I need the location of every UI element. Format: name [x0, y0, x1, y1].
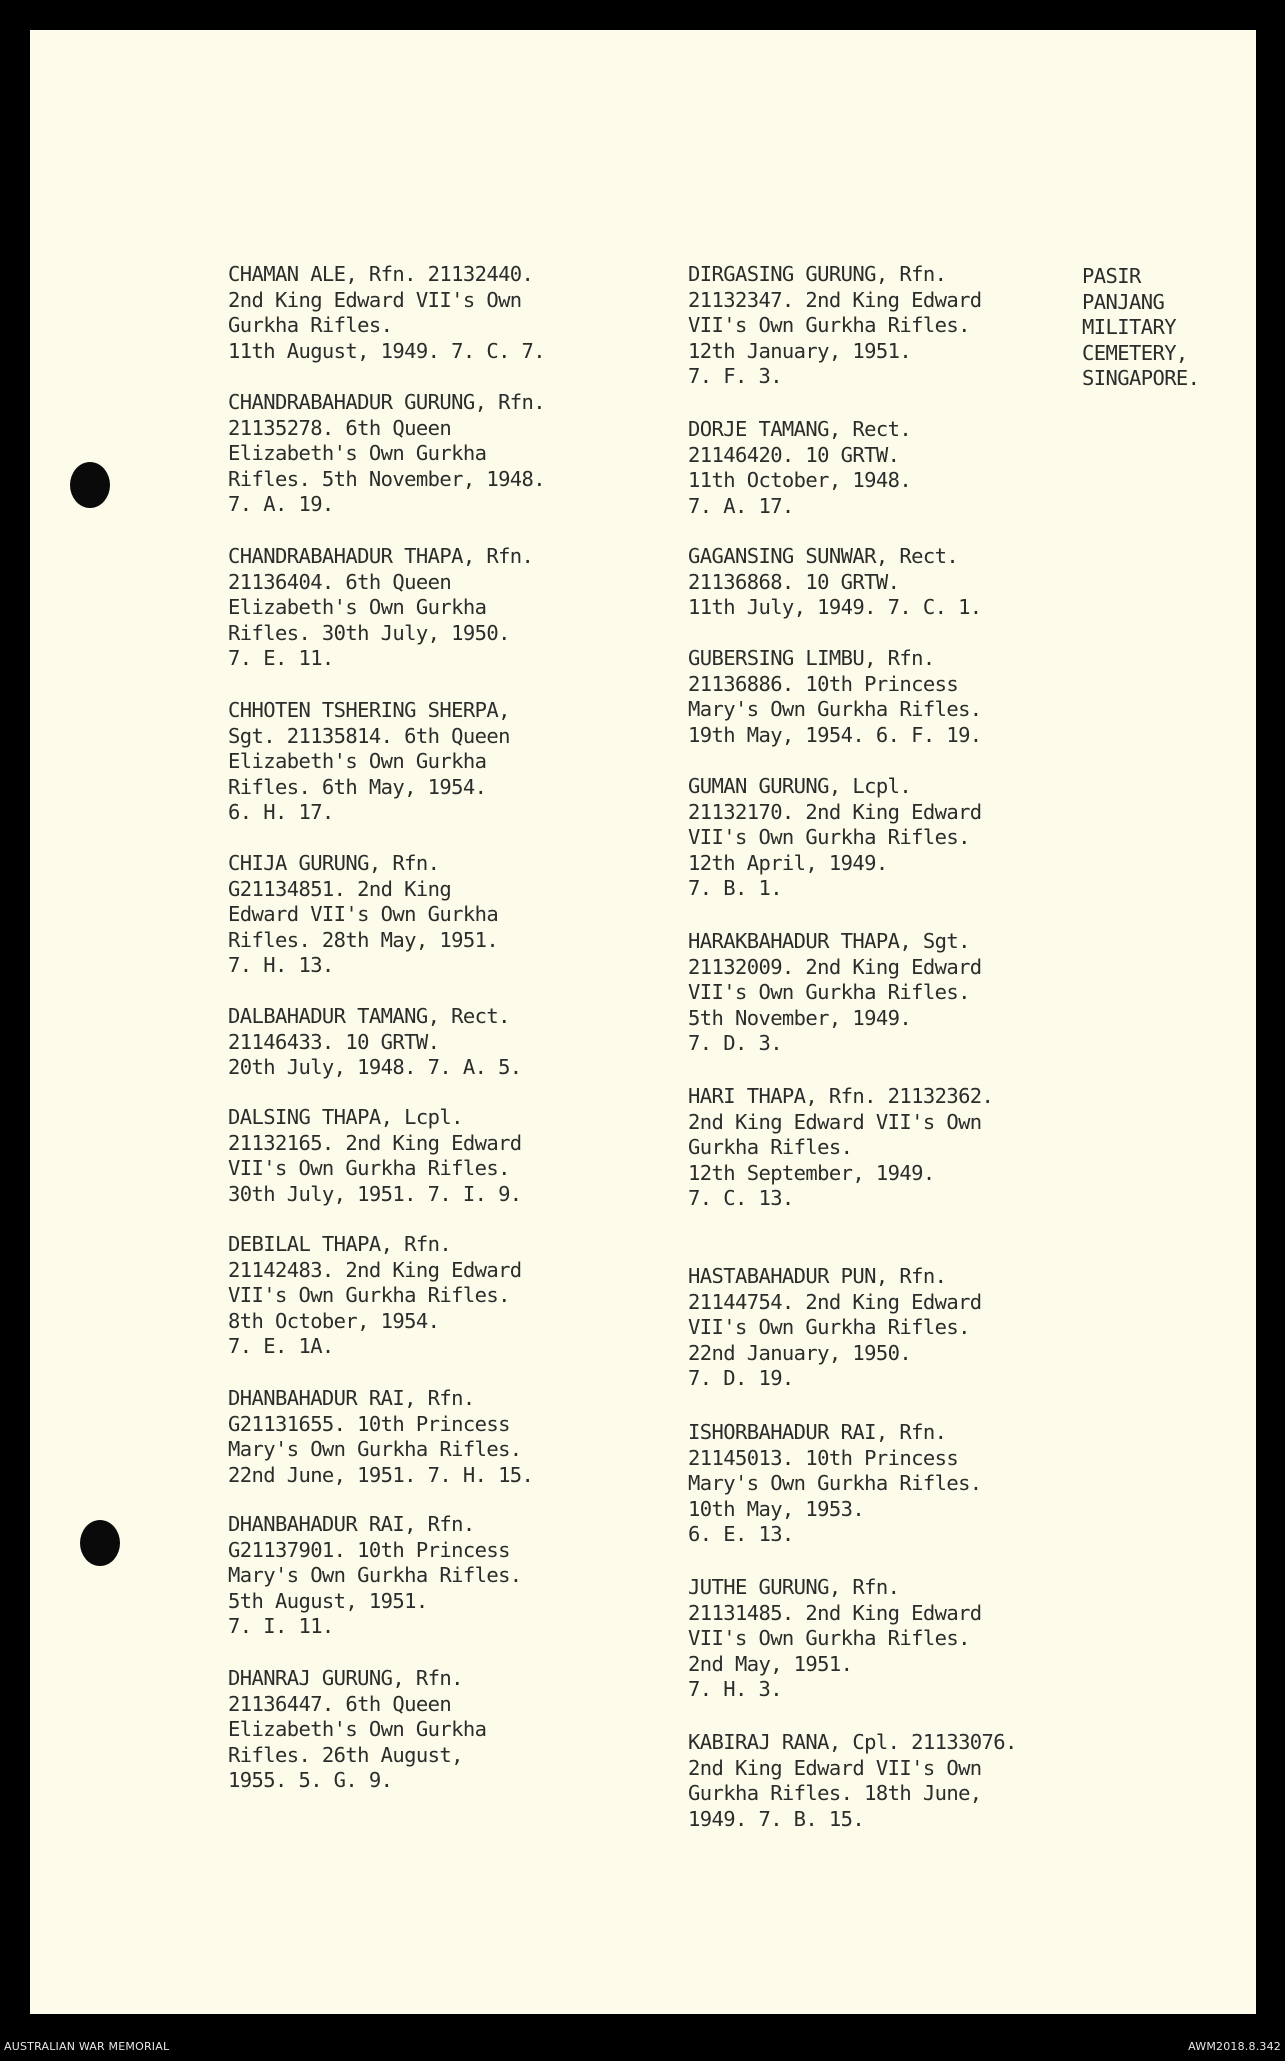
punch-hole-top	[70, 462, 110, 508]
entry-right: DIRGASING GURUNG, Rfn. 21132347. 2nd King Edward VII's Own Gurkha Rifles. 12th January, 1951. 7. F. 3.	[688, 262, 982, 388]
entry-right: ISHORBAHADUR RAI, Rfn. 21145013. 10th Princess Mary's Own Gurkha Rifles. 10th May, 1953. 6. E. 13.	[688, 1420, 982, 1546]
entry-left: CHAMAN ALE, Rfn. 21132440. 2nd King Edward VII's Own Gurkha Rifles. 11th August, 1949. 7. C. 7.	[228, 262, 546, 363]
entry-left: DALSING THAPA, Lcpl. 21132165. 2nd King Edward VII's Own Gurkha Rifles. 30th July, 1951. 7. I. 9.	[228, 1105, 522, 1206]
punch-hole-bottom	[80, 1520, 120, 1566]
entry-right: DORJE TAMANG, Rect. 21146420. 10 GRTW. 11th October, 1948. 7. A. 17.	[688, 417, 912, 518]
entry-left: CHHOTEN TSHERING SHERPA, Sgt. 21135814. 6th Queen Elizabeth's Own Gurkha Rifles. 6th May, 1954. 6. H. 17.	[228, 698, 510, 824]
entry-right: JUTHE GURUNG, Rfn. 21131485. 2nd King Edward VII's Own Gurkha Rifles. 2nd May, 1951. 7. H. 3.	[688, 1575, 982, 1701]
entry-right: GUMAN GURUNG, Lcpl. 21132170. 2nd King Edward VII's Own Gurkha Rifles. 12th April, 1949. 7. B. 1.	[688, 774, 982, 900]
entry-right: HASTABAHADUR PUN, Rfn. 21144754. 2nd King Edward VII's Own Gurkha Rifles. 22nd January, 1950. 7. D. 19.	[688, 1264, 982, 1390]
entry-left: DEBILAL THAPA, Rfn. 21142483. 2nd King Edward VII's Own Gurkha Rifles. 8th October, 1954. 7. E. 1A.	[228, 1232, 522, 1358]
entry-right: GAGANSING SUNWAR, Rect. 21136868. 10 GRTW. 11th July, 1949. 7. C. 1.	[688, 544, 982, 619]
entry-right: KABIRAJ RANA, Cpl. 21133076. 2nd King Edward VII's Own Gurkha Rifles. 18th June, 1949. 7. B. 15.	[688, 1730, 1017, 1831]
entry-right: GUBERSING LIMBU, Rfn. 21136886. 10th Princess Mary's Own Gurkha Rifles. 19th May, 1954. 6. F. 19.	[688, 646, 982, 747]
entry-left: DHANBAHADUR RAI, Rfn. G21131655. 10th Princess Mary's Own Gurkha Rifles. 22nd June, 1951. 7. H. 15.	[228, 1386, 534, 1487]
entry-left: CHIJA GURUNG, Rfn. G21134851. 2nd King Edward VII's Own Gurkha Rifles. 28th May, 1951. 7. H. 13.	[228, 851, 499, 977]
document-page	[30, 30, 1256, 2014]
entry-right: HARI THAPA, Rfn. 21132362. 2nd King Edward VII's Own Gurkha Rifles. 12th September, 1949. 7. C. 13.	[688, 1084, 994, 1210]
footer-source: AUSTRALIAN WAR MEMORIAL	[4, 2040, 170, 2053]
entry-left: DHANRAJ GURUNG, Rfn. 21136447. 6th Queen Elizabeth's Own Gurkha Rifles. 26th August, 1955. 5. G. 9.	[228, 1666, 487, 1792]
entry-left: DALBAHADUR TAMANG, Rect. 21146433. 10 GRTW. 20th July, 1948. 7. A. 5.	[228, 1004, 522, 1079]
entry-left: CHANDRABAHADUR THAPA, Rfn. 21136404. 6th Queen Elizabeth's Own Gurkha Rifles. 30th July, 1950. 7. E. 11.	[228, 544, 534, 670]
entry-right: HARAKBAHADUR THAPA, Sgt. 21132009. 2nd King Edward VII's Own Gurkha Rifles. 5th November, 1949. 7. D. 3.	[688, 929, 982, 1055]
cemetery-heading: PASIR PANJANG MILITARY CEMETERY, SINGAPORE.	[1082, 264, 1200, 390]
footer-reference: AWM2018.8.342	[1188, 2040, 1281, 2053]
entry-left: CHANDRABAHADUR GURUNG, Rfn. 21135278. 6th Queen Elizabeth's Own Gurkha Rifles. 5th November, 1948. 7. A. 19.	[228, 390, 546, 516]
entry-left: DHANBAHADUR RAI, Rfn. G21137901. 10th Princess Mary's Own Gurkha Rifles. 5th August, 1951. 7. I. 11.	[228, 1512, 522, 1638]
